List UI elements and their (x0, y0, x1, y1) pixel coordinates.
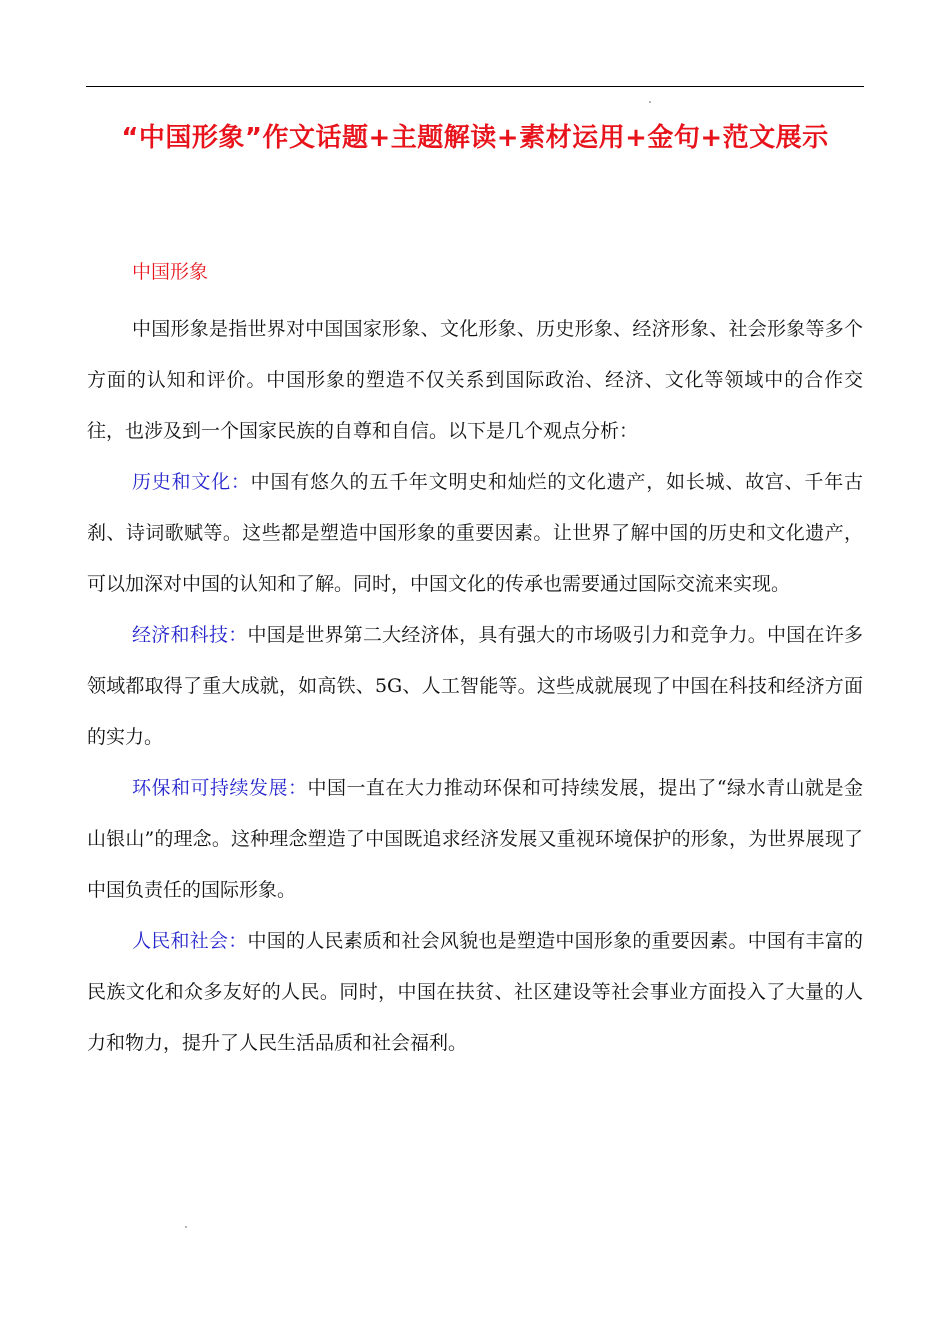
intro-paragraph: 中国形象是指世界对中国国家形象、文化形象、历史形象、经济形象、社会形象等多个方面的认知和评价。中国形象的塑造不仅关系到国际政治、经济、文化等领域中的合作交往，也涉及到一个国家民族的自尊和自信。以下是几个观点分析： (87, 318, 863, 442)
point-label: 人民和社会： (132, 930, 248, 952)
document-title: “中国形象”作文话题+主题解读+素材运用+金句+范文展示 (121, 123, 829, 153)
header-rule (86, 86, 864, 87)
point-text: 中国有悠久的五千年文明史和灿烂的文化遗产，如长城、故宫、千年古刹、诗词歌赋等。这些都是塑造中国形象的重要因素。让世界了解中国的历史和文化遗产，可以加深对中国的认知和了解。同时，中国文化的传承也需要通过国际交流来实现。 (87, 471, 863, 595)
point-paragraph-environment (87, 763, 863, 916)
point-paragraph-economy-tech (87, 610, 863, 763)
point-label: 历史和文化： (132, 471, 251, 493)
point-paragraph-history-culture (87, 457, 863, 610)
footer-dot-mark (185, 1226, 187, 1228)
point-text: 中国的人民素质和社会风貌也是塑造中国形象的重要因素。中国有丰富的民族文化和众多友好的人民。同时，中国在扶贫、社区建设等社会事业方面投入了大量的人力和物力，提升了人民生活品质和社会福利。 (87, 930, 863, 1054)
point-paragraph-people-society (87, 916, 863, 1069)
point-text: 中国一直在大力推动环保和可持续发展，提出了“绿水青山就是金山银山”的理念。这种理念塑造了中国既追求经济发展又重视环境保护的形象，为世界展现了中国负责任的国际形象。 (87, 777, 863, 901)
point-text: 中国是世界第二大经济体，具有强大的市场吸引力和竞争力。中国在许多领域都取得了重大成就，如高铁、5G、人工智能等。这些成就展现了中国在科技和经济方面的实力。 (87, 624, 863, 748)
point-label: 经济和科技： (132, 624, 248, 646)
document-body (87, 254, 863, 1069)
section-title: 中国形象 (132, 261, 209, 283)
point-label: 环保和可持续发展： (132, 777, 308, 799)
header-dot-mark (649, 101, 651, 103)
